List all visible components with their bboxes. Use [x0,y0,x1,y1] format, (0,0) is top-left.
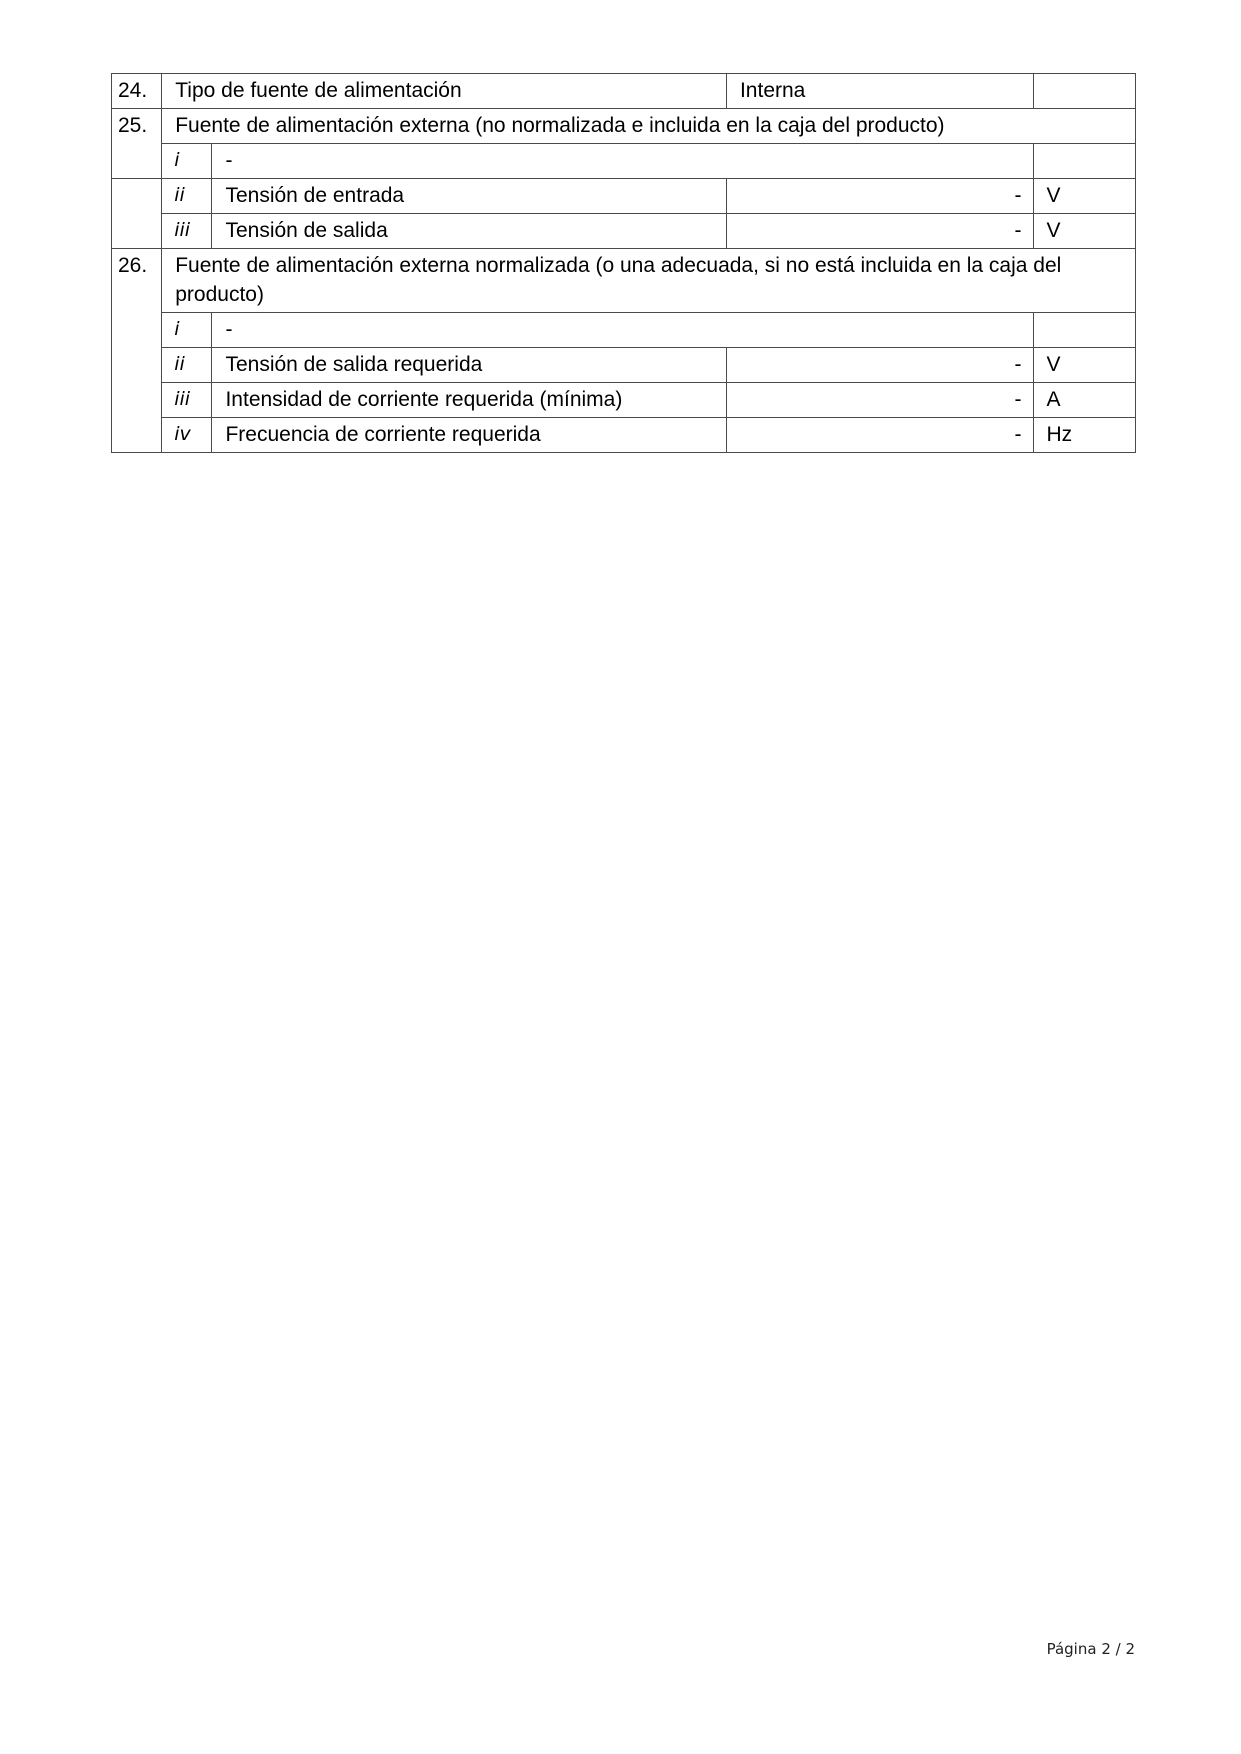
item-label: Tipo de fuente de alimentación [162,74,727,109]
sub-label: Frecuencia de corriente requerida [212,418,727,453]
table-row-25-ii [112,179,1136,214]
item-title: Fuente de alimentación externa normalizada (o una adecuada, si no está incluida en la caja del producto) [162,249,1136,313]
table-row-24 [112,74,1136,109]
table-row-25 [112,109,1136,144]
sub-unit: A [1034,383,1136,418]
sub-unit: V [1034,179,1136,214]
sub-index: i [162,144,212,179]
sub-index: iii [162,214,212,249]
sub-unit: V [1034,348,1136,383]
sub-value: - [726,214,1034,249]
table-row-26-ii [112,348,1136,383]
table-row-26-iii [112,383,1136,418]
table-row-25-i [112,144,1136,179]
sub-label: Tensión de entrada [212,179,727,214]
sub-index: ii [162,348,212,383]
table-row-25-iii [112,214,1136,249]
sub-index: iv [162,418,212,453]
sub-value: - [726,418,1034,453]
item-number-blank [112,179,162,249]
sub-unit [1034,313,1136,348]
sub-label: Tensión de salida requerida [212,348,727,383]
table-row-26 [112,249,1136,313]
item-number: 26. [112,249,162,453]
page-number: Página 2 / 2 [1046,1640,1135,1658]
sub-label: Tensión de salida [212,214,727,249]
sub-label: Intensidad de corriente requerida (mínima) [212,383,727,418]
item-number: 24. [112,74,162,109]
spec-table [111,73,1136,453]
item-number: 25. [112,109,162,179]
item-value: Interna [726,74,1034,109]
sub-value: - [726,383,1034,418]
sub-unit [1034,144,1136,179]
sub-label: - [212,313,1034,348]
sub-index: iii [162,383,212,418]
item-unit [1034,74,1136,109]
item-title: Fuente de alimentación externa (no normalizada e incluida en la caja del producto) [162,109,1136,144]
table-row-26-i [112,313,1136,348]
sub-value: - [726,348,1034,383]
sub-value: - [726,179,1034,214]
sub-unit: V [1034,214,1136,249]
sub-index: i [162,313,212,348]
table-row-26-iv [112,418,1136,453]
sub-label: - [212,144,1034,179]
sub-index: ii [162,179,212,214]
sub-unit: Hz [1034,418,1136,453]
